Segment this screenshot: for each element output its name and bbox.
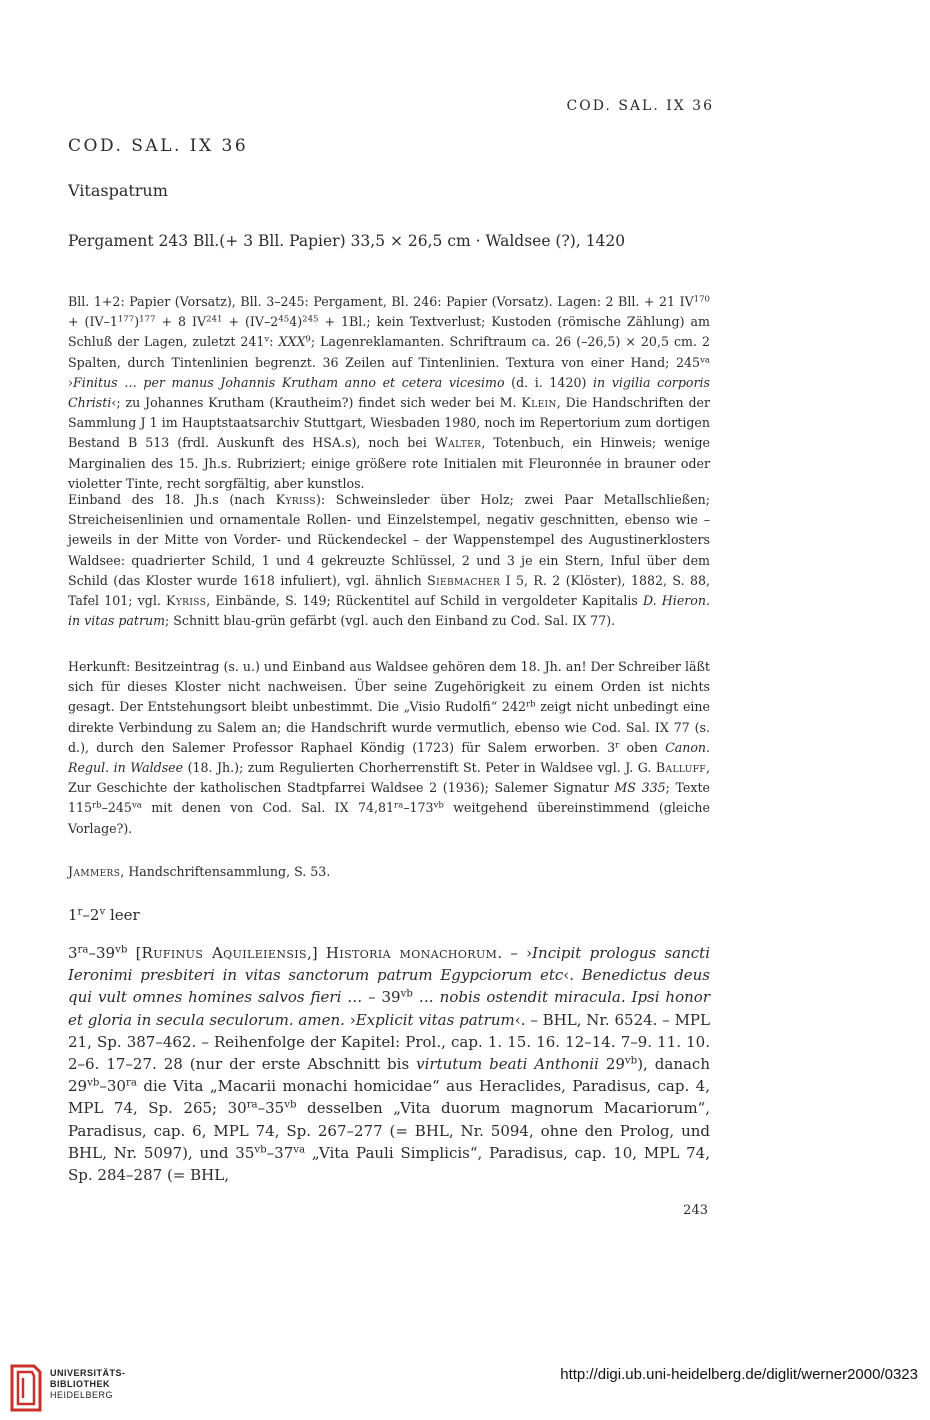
provenance-paragraph: Herkunft: Besitzeintrag (s. u.) und Einband aus Waldsee gehören dem 18. Jh. an! Der Schreiber läßt sich für dieses Kloster nicht nachweisen. Über seine Zugehörigkeit zu einem Orden ist nichts gesagt. Der Entstehungsort bleibt unbestimmt. Die „Visio Rudolfi“ $242^{rb}$ zeigt nicht unbedingt eine direkte Verbindung zu Salem an; die Handschrift wurde vermutlich, ebenso wie Cod. Sal. IX 77 (s. d.), durch den Salemer Professor Raphael Köndig (1723) für Salem erworben. 3$^r$ oben Canon. Regul. in Waldsee (18. Jh.); zum Regulierten Chorherrenstift St. Peter in Waldsee vgl. J. G. Balluff, Zur Geschichte der katholischen Stadtpfarrei Waldsee 2 (1936); Salemer Signatur MS 335; Texte $115^{rb}-245^{va}$ mit denen von Cod. Sal. IX $74,81^{ra}-173^{vb}$ weitgehend übereinstimmend (gleiche Vorlage?). [68,659,711,836]
library-name-line1: UNIVERSITÄTS- [50,1368,126,1378]
library-name [50,1368,126,1401]
contents-entry: $3^{ra}-39^{vb}$ [Rufinus Aquileiensis,] Historia monachorum. – ›Incipit prologus sancti Ieronimi presbiteri in vitas sanctorum patrum Egypciorum etc‹. Benedictus deus qui vult omnes homines salvos fieri … – $39^{vb}$ … nobis ostendit miracula. Ipsi honor et gloria in secula seculorum. amen. ›Explicit vitas patrum‹. – BHL, Nr. 6524. – MPL 21, Sp. 387–462. – Reihenfolge der Kapitel: Prol., cap. 1. 15. 16. 12–14. 7–9. 11. 10. 2–6. 17–27. 28 (nur der erste Abschnitt bis virtutum beati Anthonii $29^{vb}$), danach $29^{vb}-30^{ra}$ die Vita „Macarii monachi homicidae“ aus Heraclides, Paradisus, cap. 4, MPL 74, Sp. 265; $30^{ra}-35^{vb}$ desselben „Vita duorum magnorum Macariorum“, Paradisus, cap. 6, MPL 74, Sp. 267–277 (= BHL, Nr. 5094, ohne den Prolog, und BHL, Nr. 5097), und $35^{vb}-37^{va}$ „Vita Pauli Simplicis“, Paradisus, cap. 10, MPL 74, Sp. 284–287 (= BHL, [68,944,710,1185]
manuscript-signature: COD. SAL. IX 36 [68,136,249,156]
manuscript-title: Vitaspatrum [68,181,168,200]
digitization-footer [0,1356,930,1420]
binding-paragraph: Einband des 18. Jh.s (nach Kyriss): Schweinsleder über Holz; zwei Paar Metallschließen; Streicheisenlinien und ornamentale Rollen- und Einzelstempel, negativ geschnitten, ebenso wie – jeweils in der Mitte von Vorder- und Rückendeckel – der Wappenstempel des Augustinerklosters Waldsee: quadrierter Schild, 1 und 4 gekreuzte Schlüssel, 2 und 3 je ein Stern, Inful über dem Schild (das Kloster wurde 1618 infuliert), vgl. ähnlich Siebmacher I 5, R. 2 (Klöster), 1882, S. 88, Tafel 101; vgl. Kyriss, Einbände, S. 149; Rückentitel auf Schild in vergoldeter Kapitalis D. Hieron. in vitas patrum; Schnitt blau-grün gefärbt (vgl. auch den Einband zu Cod. Sal. IX 77). [68,492,710,629]
library-name-line2: BIBLIOTHEK [50,1379,110,1389]
running-head: COD. SAL. IX 36 [566,98,714,114]
literature-text: Handschriftensammlung, S. 53. [128,864,331,879]
blank-leaves-entry: 1$^r$–2$^v$ leer [68,906,140,924]
library-logo-icon [6,1362,46,1414]
page-number: 243 [683,1203,708,1218]
codicology-paragraph: Bll. 1+2: Papier (Vorsatz), Bll. 3–245: Pergament, Bl. 246: Papier (Vorsatz). Lagen: 2 Bll. + 21 $IV^{170} + (IV-1^{177})^{177} + 8$ $IV^{241} + (IV-2^{45}4)^{245} + 1Bl$.; kein Textverlust; Kustoden (römische Zählung) am Schluß der Lagen, zuletzt 241$^v$: XXX$^9$; Lagenreklamanten. Schriftraum ca. 26 (–26,5) × 20,5 cm. 2 Spalten, durch Tintenlinien begrenzt. 36 Zeilen auf Tintenlinien. Textura von einer Hand; $245^{va}$ ›Finitus … per manus Johannis Krutham anno et cetera vicesimo (d. i. 1420) in vigilia corporis Christi‹; zu Johannes Krutham (Krautheim?) findet sich weder bei M. Klein, Die Handschriften der Sammlung J 1 im Hauptstaatsarchiv Stuttgart, Wiesbaden 1980, noch im Repertorium zum dortigen Bestand B 513 (frdl. Auskunft des HSA.s), noch bei Walter, Totenbuch, ein Hinweis; wenige Marginalien des 15. Jh.s. Rubriziert; einige größere rote Initialen mit Fleuronnée in brauner oder violetter Tinte, recht sorgfältig, aber kunstlos. [68,294,711,491]
permalink-url[interactable]: http://digi.ub.uni-heidelberg.de/diglit/werner2000/0323 [560,1366,918,1383]
physical-description-heading: Pergament 243 Bll.(+ 3 Bll. Papier) 33,5 × 26,5 cm · Waldsee (?), 1420 [68,232,626,250]
literature-line: Jammers, Handschriftensammlung, S. 53. [68,864,331,879]
library-name-line3: HEIDELBERG [50,1390,114,1400]
